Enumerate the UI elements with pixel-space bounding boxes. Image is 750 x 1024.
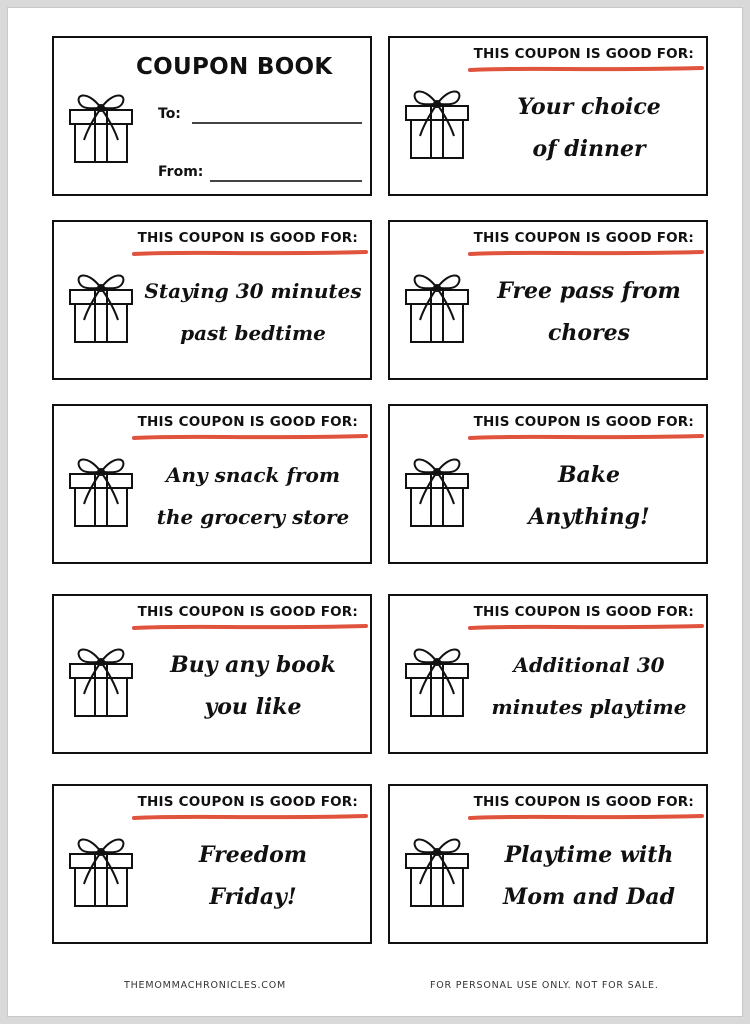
coupon-8 — [52, 784, 372, 944]
coupon-heading: THIS COUPON IS GOOD FOR: — [137, 230, 358, 246]
coupon-line: past bedtime — [180, 321, 326, 345]
gift-box-icon — [394, 80, 480, 164]
coupon-line: Friday! — [209, 884, 297, 910]
coupon-heading: THIS COUPON IS GOOD FOR: — [137, 604, 358, 620]
coupon-line: Your choice — [517, 94, 661, 120]
red-underline-stroke — [132, 813, 368, 821]
coupon-book-title: COUPON BOOK — [136, 54, 333, 80]
gift-box-icon — [394, 638, 480, 722]
coupon-line: Buy any book — [170, 652, 336, 678]
to-label: To: — [158, 106, 181, 122]
gift-box-icon — [58, 638, 144, 722]
gift-box-icon — [394, 264, 480, 348]
footer-usage-note: FOR PERSONAL USE ONLY. NOT FOR SALE. — [430, 980, 659, 991]
coupon-message — [140, 644, 366, 728]
gift-box-icon — [394, 828, 480, 912]
coupon-heading: THIS COUPON IS GOOD FOR: — [473, 794, 694, 810]
red-underline-stroke — [132, 433, 368, 441]
coupon-line: Playtime with — [504, 842, 674, 868]
red-underline-stroke — [468, 433, 704, 441]
coupon-heading: THIS COUPON IS GOOD FOR: — [473, 46, 694, 62]
coupon-message — [476, 644, 702, 728]
coupon-cover — [52, 36, 372, 196]
gift-box-icon — [58, 448, 144, 532]
coupon-line: Freedom — [198, 842, 308, 868]
coupon-line: Anything! — [528, 504, 650, 530]
coupon-1 — [388, 36, 708, 196]
coupon-heading: THIS COUPON IS GOOD FOR: — [137, 794, 358, 810]
coupon-message — [140, 834, 366, 918]
footer-website: THEMOMMACHRONICLES.COM — [124, 980, 286, 991]
from-line[interactable] — [210, 180, 362, 182]
coupon-message — [140, 454, 366, 538]
coupon-3 — [388, 220, 708, 380]
coupon-line: of dinner — [532, 136, 646, 162]
coupon-6 — [52, 594, 372, 754]
coupon-7 — [388, 594, 708, 754]
coupon-heading: THIS COUPON IS GOOD FOR: — [473, 604, 694, 620]
coupon-line: Additional 30 — [513, 653, 665, 677]
coupon-5 — [388, 404, 708, 564]
coupon-2 — [52, 220, 372, 380]
coupon-heading: THIS COUPON IS GOOD FOR: — [137, 414, 358, 430]
coupon-message — [476, 834, 702, 918]
coupon-line: Bake — [557, 462, 621, 488]
coupon-line: minutes playtime — [491, 695, 687, 719]
red-underline-stroke — [132, 623, 368, 631]
red-underline-stroke — [468, 623, 704, 631]
coupon-line: the grocery store — [156, 505, 350, 529]
red-underline-stroke — [468, 65, 704, 73]
coupon-9 — [388, 784, 708, 944]
red-underline-stroke — [468, 813, 704, 821]
coupon-line: Free pass from — [497, 278, 681, 304]
coupon-line: chores — [547, 320, 631, 346]
coupon-heading: THIS COUPON IS GOOD FOR: — [473, 414, 694, 430]
coupon-4 — [52, 404, 372, 564]
gift-box-icon — [394, 448, 480, 532]
from-label: From: — [158, 164, 204, 180]
coupon-page — [8, 8, 742, 1016]
red-underline-stroke — [132, 249, 368, 257]
gift-box-icon — [58, 84, 144, 168]
coupon-line: Staying 30 minutes — [144, 279, 362, 303]
coupon-message — [140, 270, 366, 354]
coupon-heading: THIS COUPON IS GOOD FOR: — [473, 230, 694, 246]
coupon-line: Mom and Dad — [503, 884, 675, 910]
gift-box-icon — [58, 264, 144, 348]
gift-box-icon — [58, 828, 144, 912]
coupon-message — [476, 86, 702, 170]
to-line[interactable] — [192, 122, 362, 124]
coupon-message — [476, 454, 702, 538]
coupon-line: Any snack from — [165, 463, 341, 487]
coupon-message — [476, 270, 702, 354]
red-underline-stroke — [468, 249, 704, 257]
coupon-line: you like — [204, 694, 302, 720]
